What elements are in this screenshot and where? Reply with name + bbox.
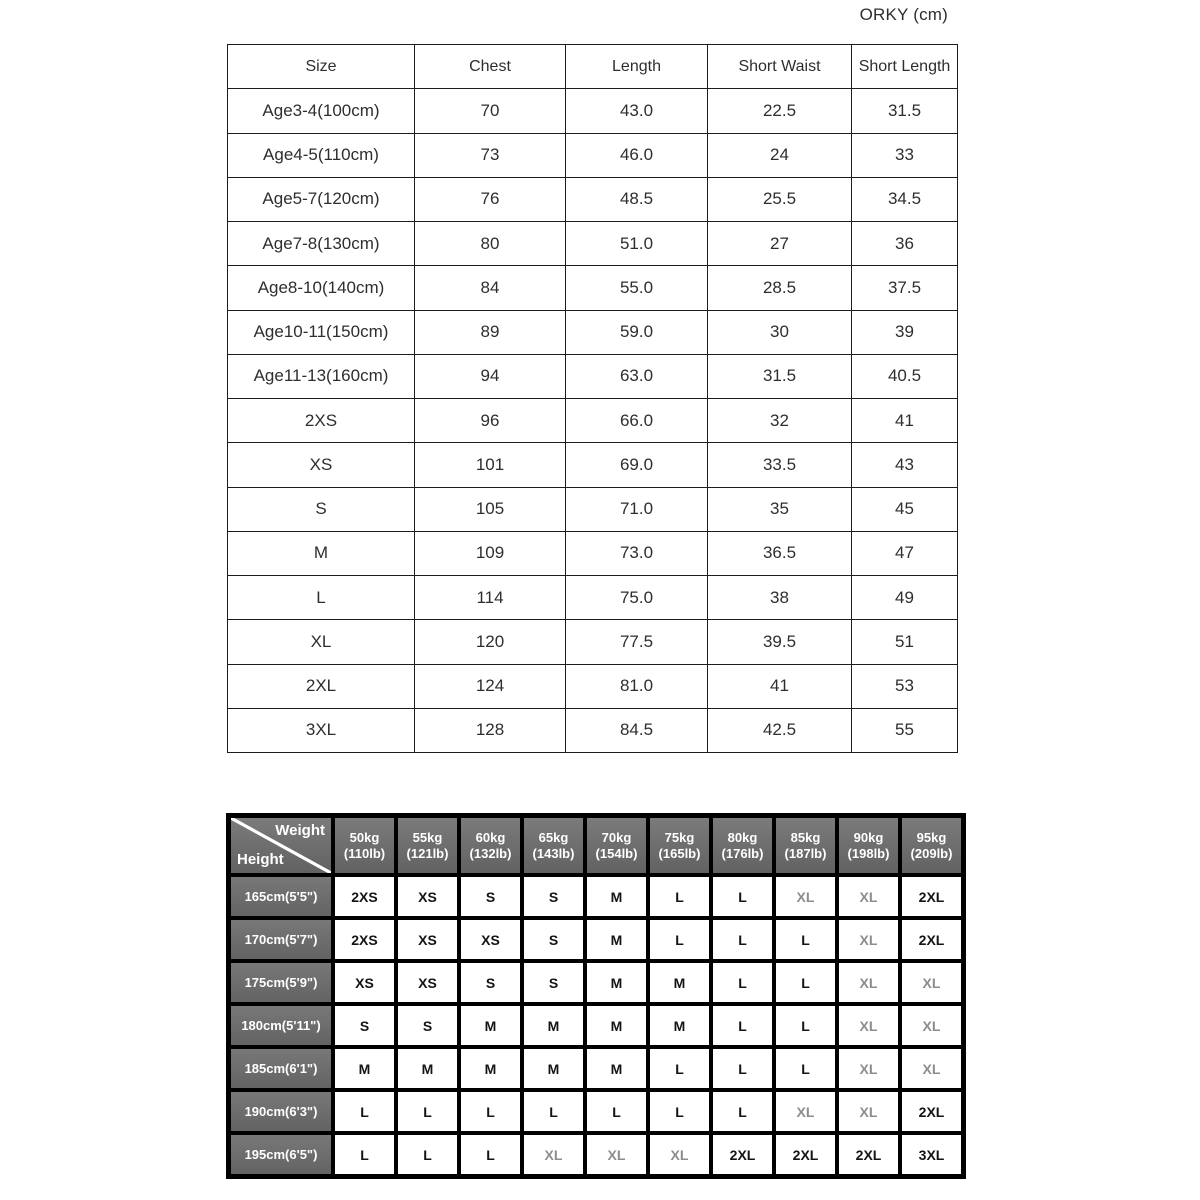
- measurement-value-cell: 32: [708, 399, 852, 443]
- unit-label: ORKY (cm): [859, 5, 948, 24]
- measurement-value-cell: 33.5: [708, 443, 852, 487]
- measurement-value-cell: 37.5: [852, 266, 958, 310]
- height-label-cell: 180cm(5'11"): [231, 1006, 331, 1045]
- recommended-size-cell: 2XL: [902, 877, 961, 916]
- measurement-value-cell: 45: [852, 487, 958, 531]
- measurement-value-cell: 55: [852, 708, 958, 752]
- fit-table-row: [231, 1135, 961, 1174]
- measurement-value-cell: 42.5: [708, 708, 852, 752]
- recommended-size-cell: M: [587, 1006, 646, 1045]
- weight-lb-label: (187lb): [784, 845, 827, 861]
- measurement-value-cell: 77.5: [566, 620, 708, 664]
- weight-kg-label: 65kg: [538, 830, 569, 846]
- measurements-row: [228, 620, 958, 664]
- recommended-size-cell: M: [524, 1049, 583, 1088]
- weight-lb-label: (121lb): [406, 845, 449, 861]
- measurement-value-cell: 40.5: [852, 354, 958, 398]
- weight-header-cell: [335, 818, 394, 873]
- height-label-cell: 165cm(5'5"): [231, 877, 331, 916]
- measurement-value-cell: 31.5: [708, 354, 852, 398]
- recommended-size-cell: L: [713, 877, 772, 916]
- measurement-value-cell: 101: [415, 443, 566, 487]
- weight-kg-label: 95kg: [916, 830, 947, 846]
- measurement-value-cell: 59.0: [566, 310, 708, 354]
- col-header-short-length: Short Length: [852, 45, 958, 89]
- size-label-cell: Age7-8(130cm): [228, 222, 415, 266]
- recommended-size-cell: L: [650, 920, 709, 959]
- recommended-size-cell: 3XL: [902, 1135, 961, 1174]
- measurements-row: [228, 266, 958, 310]
- recommended-size-cell: L: [398, 1135, 457, 1174]
- measurement-value-cell: 28.5: [708, 266, 852, 310]
- height-label-cell: 175cm(5'9"): [231, 963, 331, 1002]
- measurement-value-cell: 51.0: [566, 222, 708, 266]
- fit-table-row: [231, 1049, 961, 1088]
- size-label-cell: 2XL: [228, 664, 415, 708]
- recommended-size-cell: S: [524, 963, 583, 1002]
- measurements-row: [228, 399, 958, 443]
- size-label-cell: L: [228, 576, 415, 620]
- recommended-size-cell: XS: [398, 920, 457, 959]
- measurement-value-cell: 33: [852, 133, 958, 177]
- recommended-size-cell: 2XL: [902, 1092, 961, 1131]
- measurement-value-cell: 43.0: [566, 89, 708, 133]
- recommended-size-cell: XL: [650, 1135, 709, 1174]
- fit-table-header-row: [231, 818, 961, 873]
- measurement-value-cell: 84.5: [566, 708, 708, 752]
- weight-lb-label: (154lb): [595, 845, 638, 861]
- measurement-value-cell: 38: [708, 576, 852, 620]
- measurements-row: [228, 708, 958, 752]
- recommended-size-cell: M: [587, 963, 646, 1002]
- fit-table-row: [231, 963, 961, 1002]
- measurement-value-cell: 75.0: [566, 576, 708, 620]
- measurements-row: [228, 487, 958, 531]
- weight-lb-label: (198lb): [847, 845, 890, 861]
- measurement-value-cell: 71.0: [566, 487, 708, 531]
- weight-lb-label: (165lb): [658, 845, 701, 861]
- recommended-size-cell: XL: [587, 1135, 646, 1174]
- recommended-size-cell: XL: [776, 1092, 835, 1131]
- recommended-size-cell: L: [524, 1092, 583, 1131]
- measurements-row: [228, 133, 958, 177]
- fit-table-row: [231, 1092, 961, 1131]
- weight-header-cell: [902, 818, 961, 873]
- recommended-size-cell: S: [524, 920, 583, 959]
- measurement-value-cell: 39: [852, 310, 958, 354]
- recommended-size-cell: L: [461, 1092, 520, 1131]
- measurement-value-cell: 39.5: [708, 620, 852, 664]
- measurement-value-cell: 22.5: [708, 89, 852, 133]
- size-label-cell: Age3-4(100cm): [228, 89, 415, 133]
- recommended-size-cell: L: [587, 1092, 646, 1131]
- corner-height-label: Height: [237, 851, 284, 869]
- size-label-cell: Age4-5(110cm): [228, 133, 415, 177]
- size-label-cell: XS: [228, 443, 415, 487]
- recommended-size-cell: L: [713, 920, 772, 959]
- weight-header-cell: [398, 818, 457, 873]
- recommended-size-cell: XL: [524, 1135, 583, 1174]
- col-header-length: Length: [566, 45, 708, 89]
- recommended-size-cell: L: [398, 1092, 457, 1131]
- recommended-size-cell: XL: [839, 1049, 898, 1088]
- measurement-value-cell: 49: [852, 576, 958, 620]
- recommended-size-cell: XS: [461, 920, 520, 959]
- measurements-header-row: [228, 45, 958, 89]
- measurement-value-cell: 35: [708, 487, 852, 531]
- weight-header-cell: [650, 818, 709, 873]
- recommended-size-cell: XS: [335, 963, 394, 1002]
- recommended-size-cell: L: [776, 920, 835, 959]
- measurement-value-cell: 70: [415, 89, 566, 133]
- size-label-cell: Age11-13(160cm): [228, 354, 415, 398]
- measurement-value-cell: 53: [852, 664, 958, 708]
- recommended-size-cell: XL: [776, 877, 835, 916]
- weight-lb-label: (110lb): [343, 845, 386, 861]
- measurements-row: [228, 531, 958, 575]
- weight-header-cell: [776, 818, 835, 873]
- measurement-value-cell: 73: [415, 133, 566, 177]
- measurement-value-cell: 114: [415, 576, 566, 620]
- weight-kg-label: 70kg: [601, 830, 632, 846]
- measurements-row: [228, 177, 958, 221]
- recommended-size-cell: XL: [902, 1006, 961, 1045]
- recommended-size-cell: S: [461, 963, 520, 1002]
- measurement-value-cell: 25.5: [708, 177, 852, 221]
- recommended-size-cell: L: [335, 1092, 394, 1131]
- measurements-row: [228, 664, 958, 708]
- height-label-cell: 170cm(5'7"): [231, 920, 331, 959]
- weight-header-cell: [524, 818, 583, 873]
- recommended-size-cell: 2XS: [335, 920, 394, 959]
- recommended-size-cell: 2XL: [713, 1135, 772, 1174]
- measurement-value-cell: 105: [415, 487, 566, 531]
- weight-kg-label: 80kg: [727, 830, 758, 846]
- recommended-size-cell: M: [461, 1049, 520, 1088]
- recommended-size-cell: XL: [839, 877, 898, 916]
- measurements-row: [228, 354, 958, 398]
- weight-lb-label: (176lb): [721, 845, 764, 861]
- measurement-value-cell: 63.0: [566, 354, 708, 398]
- recommended-size-cell: XS: [398, 877, 457, 916]
- measurement-value-cell: 128: [415, 708, 566, 752]
- recommended-size-cell: L: [713, 963, 772, 1002]
- recommended-size-cell: M: [587, 877, 646, 916]
- measurement-value-cell: 69.0: [566, 443, 708, 487]
- measurement-value-cell: 73.0: [566, 531, 708, 575]
- size-label-cell: M: [228, 531, 415, 575]
- weight-lb-label: (209lb): [910, 845, 953, 861]
- measurement-value-cell: 46.0: [566, 133, 708, 177]
- measurement-value-cell: 48.5: [566, 177, 708, 221]
- size-label-cell: Age5-7(120cm): [228, 177, 415, 221]
- measurement-value-cell: 66.0: [566, 399, 708, 443]
- recommended-size-cell: L: [650, 877, 709, 916]
- measurement-value-cell: 120: [415, 620, 566, 664]
- measurement-value-cell: 36.5: [708, 531, 852, 575]
- recommended-size-cell: XL: [839, 1006, 898, 1045]
- weight-kg-label: 50kg: [349, 830, 380, 846]
- size-label-cell: 2XS: [228, 399, 415, 443]
- measurements-row: [228, 443, 958, 487]
- measurements-row: [228, 310, 958, 354]
- measurement-value-cell: 24: [708, 133, 852, 177]
- measurement-value-cell: 55.0: [566, 266, 708, 310]
- recommended-size-cell: 2XL: [839, 1135, 898, 1174]
- col-header-chest: Chest: [415, 45, 566, 89]
- measurement-value-cell: 30: [708, 310, 852, 354]
- weight-kg-label: 75kg: [664, 830, 695, 846]
- measurement-value-cell: 84: [415, 266, 566, 310]
- weight-kg-label: 55kg: [412, 830, 443, 846]
- height-label-cell: 195cm(6'5"): [231, 1135, 331, 1174]
- corner-weight-label: Weight: [275, 822, 325, 839]
- recommended-size-cell: XL: [839, 963, 898, 1002]
- weight-kg-label: 60kg: [475, 830, 506, 846]
- weight-header-cell: [713, 818, 772, 873]
- recommended-size-cell: M: [587, 920, 646, 959]
- weight-lb-label: (143lb): [532, 845, 575, 861]
- col-header-short-waist: Short Waist: [708, 45, 852, 89]
- weight-header-cell: [839, 818, 898, 873]
- measurement-value-cell: 89: [415, 310, 566, 354]
- recommended-size-cell: 2XS: [335, 877, 394, 916]
- measurement-value-cell: 34.5: [852, 177, 958, 221]
- measurement-value-cell: 124: [415, 664, 566, 708]
- recommended-size-cell: L: [713, 1006, 772, 1045]
- weight-kg-label: 85kg: [790, 830, 821, 846]
- size-label-cell: 3XL: [228, 708, 415, 752]
- fit-table-row: [231, 920, 961, 959]
- recommended-size-cell: S: [461, 877, 520, 916]
- measurement-value-cell: 41: [708, 664, 852, 708]
- measurement-value-cell: 80: [415, 222, 566, 266]
- measurement-value-cell: 47: [852, 531, 958, 575]
- measurement-value-cell: 81.0: [566, 664, 708, 708]
- recommended-size-cell: L: [776, 1049, 835, 1088]
- measurements-row: [228, 576, 958, 620]
- recommended-size-cell: L: [776, 963, 835, 1002]
- measurement-value-cell: 31.5: [852, 89, 958, 133]
- recommended-size-cell: S: [398, 1006, 457, 1045]
- corner-cell: [231, 818, 331, 873]
- size-label-cell: S: [228, 487, 415, 531]
- recommended-size-cell: M: [650, 1006, 709, 1045]
- measurement-value-cell: 51: [852, 620, 958, 664]
- measurement-value-cell: 109: [415, 531, 566, 575]
- recommended-size-cell: 2XL: [902, 920, 961, 959]
- height-label-cell: 190cm(6'3"): [231, 1092, 331, 1131]
- recommended-size-cell: L: [335, 1135, 394, 1174]
- size-label-cell: Age10-11(150cm): [228, 310, 415, 354]
- measurement-value-cell: 43: [852, 443, 958, 487]
- recommended-size-cell: XL: [902, 963, 961, 1002]
- recommended-size-cell: XL: [902, 1049, 961, 1088]
- recommended-size-cell: M: [461, 1006, 520, 1045]
- measurement-value-cell: 27: [708, 222, 852, 266]
- weight-lb-label: (132lb): [469, 845, 512, 861]
- recommended-size-cell: M: [650, 963, 709, 1002]
- measurement-value-cell: 41: [852, 399, 958, 443]
- recommended-size-cell: L: [461, 1135, 520, 1174]
- weight-header-cell: [587, 818, 646, 873]
- recommended-size-cell: XL: [839, 1092, 898, 1131]
- recommended-size-cell: S: [335, 1006, 394, 1045]
- recommended-size-cell: L: [650, 1092, 709, 1131]
- weight-header-cell: [461, 818, 520, 873]
- measurements-row: [228, 89, 958, 133]
- measurement-value-cell: 94: [415, 354, 566, 398]
- recommended-size-cell: XS: [398, 963, 457, 1002]
- recommended-size-cell: M: [335, 1049, 394, 1088]
- recommended-size-cell: M: [398, 1049, 457, 1088]
- recommended-size-cell: L: [713, 1092, 772, 1131]
- recommended-size-cell: L: [650, 1049, 709, 1088]
- measurements-table: [227, 44, 958, 753]
- col-header-size: Size: [228, 45, 415, 89]
- measurement-value-cell: 96: [415, 399, 566, 443]
- recommended-size-cell: XL: [839, 920, 898, 959]
- measurements-row: [228, 222, 958, 266]
- recommended-size-cell: S: [524, 877, 583, 916]
- size-label-cell: Age8-10(140cm): [228, 266, 415, 310]
- measurement-value-cell: 36: [852, 222, 958, 266]
- size-label-cell: XL: [228, 620, 415, 664]
- recommended-size-cell: L: [713, 1049, 772, 1088]
- fit-table-row: [231, 1006, 961, 1045]
- fit-table-body: [231, 877, 961, 1174]
- recommended-size-cell: L: [776, 1006, 835, 1045]
- recommended-size-cell: M: [587, 1049, 646, 1088]
- recommended-size-cell: 2XL: [776, 1135, 835, 1174]
- height-weight-table: [226, 813, 966, 1179]
- weight-kg-label: 90kg: [853, 830, 884, 846]
- fit-table-row: [231, 877, 961, 916]
- height-label-cell: 185cm(6'1"): [231, 1049, 331, 1088]
- measurements-table-body: [228, 89, 958, 753]
- measurement-value-cell: 76: [415, 177, 566, 221]
- recommended-size-cell: M: [524, 1006, 583, 1045]
